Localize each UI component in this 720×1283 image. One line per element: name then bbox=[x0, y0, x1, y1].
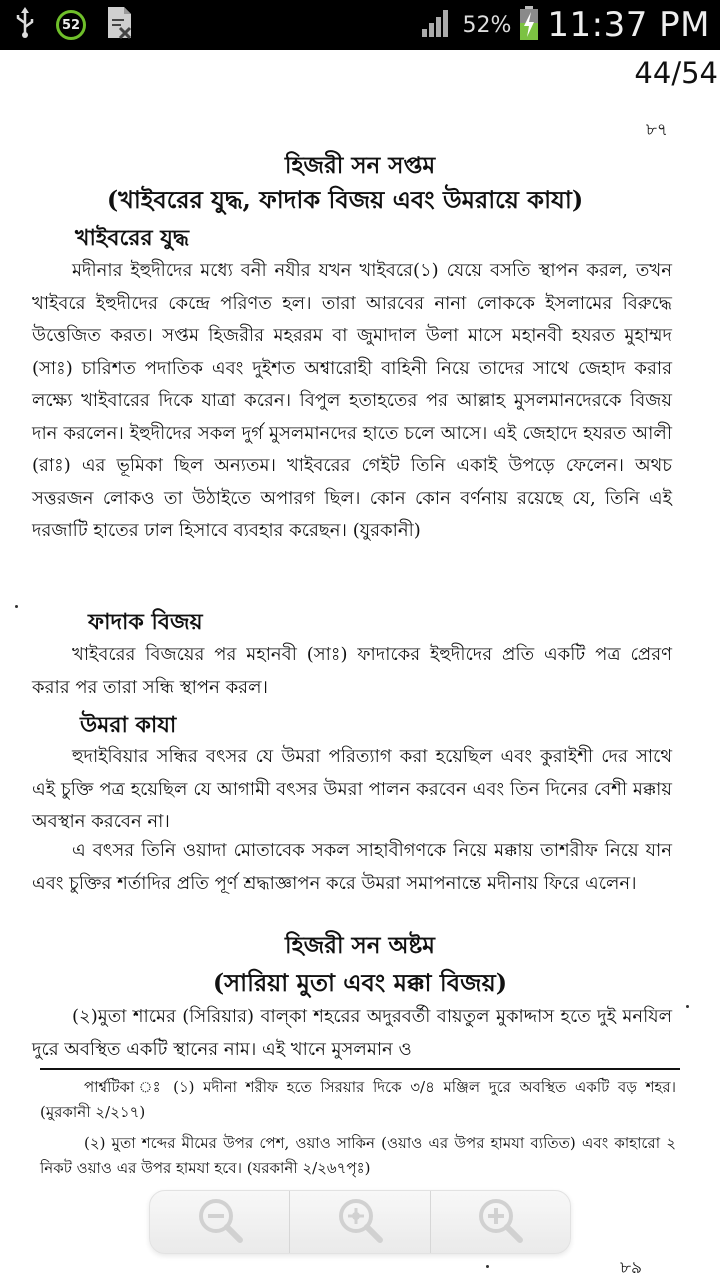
page-number-bottom: ৮৯ bbox=[620, 1258, 643, 1278]
status-bar-right bbox=[420, 4, 710, 46]
section-muta-paragraph: (২)মুতা শামের (সিরিয়ার) বাল্‌কা শহরের অদুরবর্তী বায়তুল মুকাদ্দাস হতে দুই মনযিল দুরে অবস্থিত একটি স্থানের নাম। এই খানে মুসলমান ও bbox=[32, 1006, 672, 1060]
section-khaibar-title: খাইবরের যুদ্ধ bbox=[75, 225, 190, 251]
zoom-in-button[interactable] bbox=[431, 1191, 570, 1253]
zoom-out-button[interactable] bbox=[150, 1191, 290, 1253]
heading-year-7: হিজরী সন সপ্তম bbox=[284, 152, 436, 179]
section-umra-paragraph-2: এ বৎসর তিনি ওয়াদা মোতাবেক সকল সাহাবীগণকে নিয়ে মক্কায় তাশরীফ নিয়ে যান এবং চুক্তির শর্তাদির প্রতি পূর্ণ শ্রদ্ধাজ্ঞাপন করে উমরা সমাপনান্তে মদীনায় ফিরে এলেন। bbox=[32, 840, 672, 894]
clock: 11:37 PM bbox=[547, 5, 710, 45]
zoom-fit-icon bbox=[334, 1194, 386, 1250]
badge-52-icon: 52 bbox=[56, 10, 86, 40]
document-page[interactable] bbox=[0, 95, 720, 1280]
battery-percent: 52% bbox=[462, 12, 512, 38]
zoom-in-icon bbox=[474, 1194, 526, 1250]
status-bar bbox=[0, 0, 720, 50]
section-umra-paragraph-1: হুদাইবিয়ার সন্ধির বৎসর যে উমরা পরিত্যাগ করা হয়েছিল এবং কুরাইশী দের সাথে এই চুক্তি পত্র হয়েছিল যে আগামী বৎসর উমরা পালন করবেন এবং তিন দিনের বেশী মক্কায় অবস্থান করবেন না। bbox=[32, 746, 672, 832]
usb-icon bbox=[14, 7, 36, 43]
section-fadak-title: ফাদাক বিজয় bbox=[88, 609, 203, 635]
footnote-divider bbox=[40, 1068, 680, 1070]
zoom-out-icon bbox=[194, 1194, 246, 1250]
footnote-2: (২) মুতা শব্দের মীমের উপর পেশ, ওয়াও সাকিন (ওয়াও এর উপর হামযা ব্যতিত) এবং কাহারো ২ নিকট ওয়াও এর উপর হামযা হবে। (যরকানী ২/২৬৭পৃঃ) bbox=[40, 1134, 676, 1177]
section-fadak-paragraph: খাইবরের বিজয়ের পর মহানবী (সাঃ) ফাদাকের ইহুদীদের প্রতি একটি পত্র প্রেরণ করার পর তারা সন্ধি স্থাপন করল। bbox=[32, 644, 672, 698]
battery-charging-icon bbox=[519, 5, 539, 45]
section-khaibar-paragraph: মদীনার ইহুদীদের মধ্যে বনী নযীর যখন খাইবরে(১) যেয়ে বসতি স্থাপন করল, তখন খাইবরে ইহুদীদের কেন্দ্রে পরিণত হল। তারা আরবের নানা লোককে ইসলামের বিরুদ্ধে উত্তেজিত করত। সপ্তম হিজরীর মহররম বা জুমাদাল উলা মাসে মহানবী হযরত মুহাম্মদ (সাঃ) চারিশত পদাতিক এবং দুইশত অশ্বারোহী বাহিনী নিয়ে তাদের সাথে জেহাদ করার লক্ষ্যে খাইবারের দিকে যাত্রা করেন। বিপুল হতাহতের পর আল্লাহ মুসলমানদেরকে বিজয় দান করলেন। ইহুদীদের সকল দুর্গ মুসলমানদের হাতে চলে আসে। এই জেহাদে হযরত আলী (রাঃ) এর ভূমিকা ছিল অন্যতম। খাইবরের গেইট তিনি একাই উপড়ে ফেলেন। অথচ সত্তরজন লোকও তা উঠাইতে অপারগ ছিল। কোন কোন বর্ণনায় রয়েছে যে, তিনি এই দরজাটি হাতের ঢাল হিসাবে ব্যবহার করেছন। (যুরকানী) bbox=[32, 260, 672, 541]
signal-icon bbox=[420, 7, 454, 43]
zoom-controls bbox=[149, 1190, 571, 1254]
scan-speck bbox=[486, 1265, 489, 1268]
footnote-1: পার্শ্বটিকা ঃ (১) মদীনা শরীফ হতে সিরয়ার দিকে ৩/৪ মঞ্জিল দুরে অবস্থিত একটি বড় শহর। (মুরকানী ২/২১৭) bbox=[40, 1078, 676, 1121]
zoom-fit-button[interactable] bbox=[290, 1191, 430, 1253]
subheading-year-8: (সারিয়া মুতা এবং মক্কা বিজয়) bbox=[212, 968, 508, 997]
section-umra-title: উমরা কাযা bbox=[80, 712, 177, 738]
scan-speck bbox=[15, 605, 18, 608]
subheading-year-7: (খাইবরের যুদ্ধ, ফাদাক বিজয় এবং উমরায়ে কাযা) bbox=[106, 185, 584, 214]
page-indicator: 44/54 bbox=[634, 56, 718, 90]
status-bar-left bbox=[14, 8, 134, 42]
page-number-top: ৮৭ bbox=[645, 120, 668, 140]
document-icon bbox=[106, 6, 134, 44]
heading-year-8: হিজরী সন অষ্টম bbox=[285, 932, 435, 959]
scan-speck bbox=[686, 1005, 689, 1008]
